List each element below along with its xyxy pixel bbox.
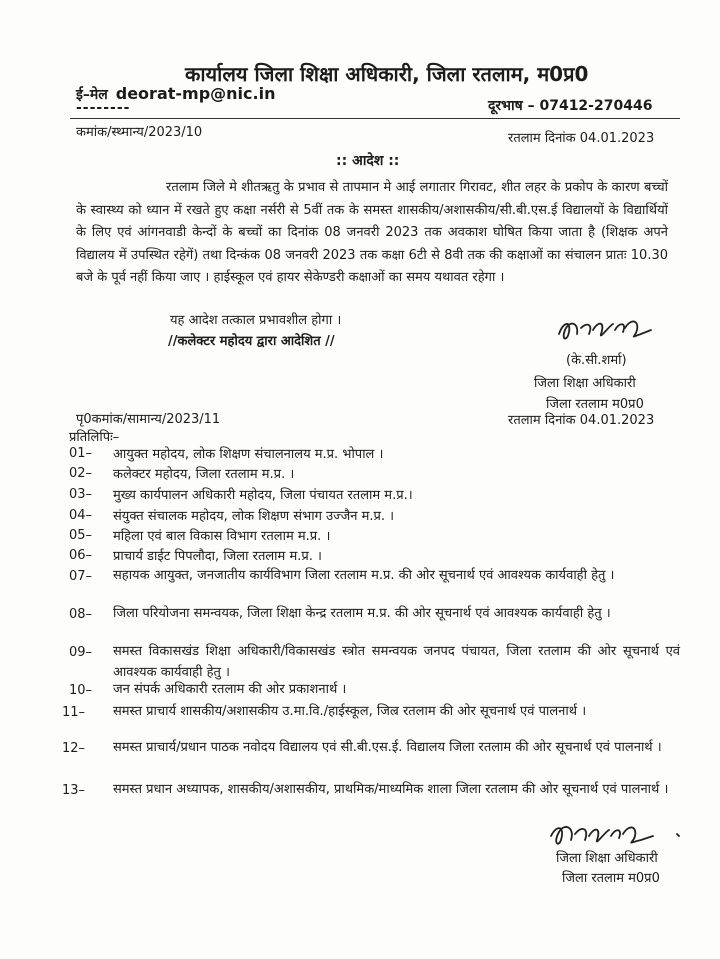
list-item: समस्त प्रधान अध्यापक, शासकीय/अशासकीय, प्राथमिक/माध्यमिक शाला जिला रतलाम की ओर सूचनार्थ एवं पालनार्थ ।: [113, 782, 669, 797]
list-number: 02–: [69, 466, 93, 481]
list-item: कलेक्टर महोदय, जिला रतलाम म.प्र. ।: [113, 467, 295, 482]
sign-designation: जिला शिक्षा अधिकारी: [556, 851, 658, 866]
list-item: जिला परियोजना समन्वयक, जिला शिक्षा केन्द्र रतलाम म.प्र. की ओर सूचनार्थ एवं आवश्यक कार्यवाही हेतु ।: [113, 606, 611, 621]
order-title: :: आदेश ::: [336, 153, 400, 169]
list-number: 04–: [69, 508, 93, 523]
list-number: 03–: [69, 487, 93, 502]
list-number: 05–: [69, 528, 93, 543]
signature-mark: [553, 312, 663, 350]
list-number: 06–: [69, 548, 93, 563]
list-item: जन संपर्क अधिकारी रतलाम की ओर प्रकाशनार्थ ।: [113, 682, 347, 697]
list-item: आयुक्त महोदय, लोक शिक्षण संचालनालय म.प्र. भोपाल ।: [113, 447, 384, 462]
dash-separator: --------: [76, 100, 131, 116]
order-date: रतलाम दिनांक 04.01.2023: [508, 131, 655, 146]
signatory-designation: जिला शिक्षा अधिकारी: [534, 376, 636, 391]
signatory-district: जिला रतलाम म0प्र0: [546, 397, 644, 412]
office-heading: कार्यालय जिला शिक्षा अधिकारी, जिला रतलाम, म0प्र0: [185, 62, 589, 86]
list-number: 01–: [69, 446, 93, 461]
list-number: 10–: [69, 683, 93, 698]
copy-to-label: प्रतिलिपिः–: [69, 430, 120, 445]
list-number: 07–: [69, 569, 93, 584]
list-item: महिला एवं बाल विकास विभाग रतलाम म.प्र. ।: [113, 529, 331, 544]
order-reference: कमांक/स्थ्मान्य/2023/10: [76, 125, 203, 140]
email-address: deorat-mp@nic.in: [115, 84, 276, 103]
list-item: संयुक्त संचालक महोदय, लोक शिक्षण संभाग उज्जैन म.प्र. ।: [113, 509, 395, 524]
list-number: 11–: [62, 705, 86, 720]
collector-order-line: //कलेक्टर महोदय द्वारा आदेशित //: [168, 334, 335, 349]
list-number: 12–: [62, 741, 86, 756]
endorsement-date: रतलाम दिनांक 04.01.2023: [508, 413, 655, 428]
list-number: 13–: [62, 783, 86, 798]
list-item: मुख्य कार्यपालन अधिकारी महोदय, जिला पंचायत रतलाम म.प्र.।: [113, 488, 413, 503]
list-item: सहायक आयुक्त, जनजातीय कार्यविभाग जिला रतलाम म.प्र. की ओर सूचनार्थ एवं आवश्यक कार्यवाही हेतु ।: [113, 568, 615, 583]
list-number: 09–: [69, 645, 93, 660]
endorsement-reference: पृ0कमांक/सामान्य/2023/11: [76, 412, 221, 427]
list-item: समस्त विकासखंड शिक्षा अधिकारी/विकासखंड स्त्रोत समन्वयक जनपद पंचायत, जिला रतलाम की ओर सूचनार्थ एवं आवश्यक कार्यवाही हेतु ।: [113, 644, 680, 680]
list-item: समस्त प्राचार्य/प्रधान पाठक नवोदय विद्यालय एवं सी.बी.एस.ई. विद्यालय जिला रतलाम की ओर सूचनार्थ एवं पालनार्थ ।: [113, 740, 662, 755]
order-body: रतलाम जिले मे शीतऋतु के प्रभाव से तापमान मे आई लगातार गिरावट, शीत लहर के प्रकोप के कारण बच्चों के स्वास्थ्य को ध्यान में रखते हुए कक्षा नर्सरी से 5वीं तक के समस्त शासकीय/अशासकीय/सी.बी.एस.ई विद्यालयों के विद्यार्थियों के लिए एवं आंगनवाडी केन्दों के बच्चों का दिनांक 08 जनवरी 2023 तक अवकाश घोषित किया जाता है (शिक्षक अपने विद्यालय में उपस्थित रहेगें) तथा दिन्कंक 08 जनवरी 2023 तक कक्षा 6टी से 8वी तक की कक्षाओं का संचालन प्रातः 10.30 बजे के पूर्व नहीं किया जाए । हाईस्कूल एवं हायर सेकेण्डरी कक्षाओं का समय यथावत रहेगा ।: [76, 180, 668, 285]
sign-district: जिला रतलाम म0प्र0: [562, 871, 660, 886]
effect-line: यह आदेश तत्काल प्रभावशील होगा ।: [170, 313, 342, 328]
phone-number: दूरभाष – 07412-270446: [488, 98, 653, 114]
signatory-name: (के.सी.शर्मा): [566, 353, 627, 368]
list-item: समस्त प्राचार्य शासकीय/अशासकीय उ.मा.वि./हाईस्कूल, जिल्र रतलाम की ओर सूचनार्थ एवं पालनार्थ ।: [113, 704, 587, 719]
list-number: 08–: [69, 607, 93, 622]
header-divider: [70, 118, 680, 119]
email-label: ई–मेल: [76, 87, 108, 103]
list-item: प्राचार्य डाईट पिपलौदा, जिला रतलाम म.प्र. ।: [113, 549, 322, 564]
